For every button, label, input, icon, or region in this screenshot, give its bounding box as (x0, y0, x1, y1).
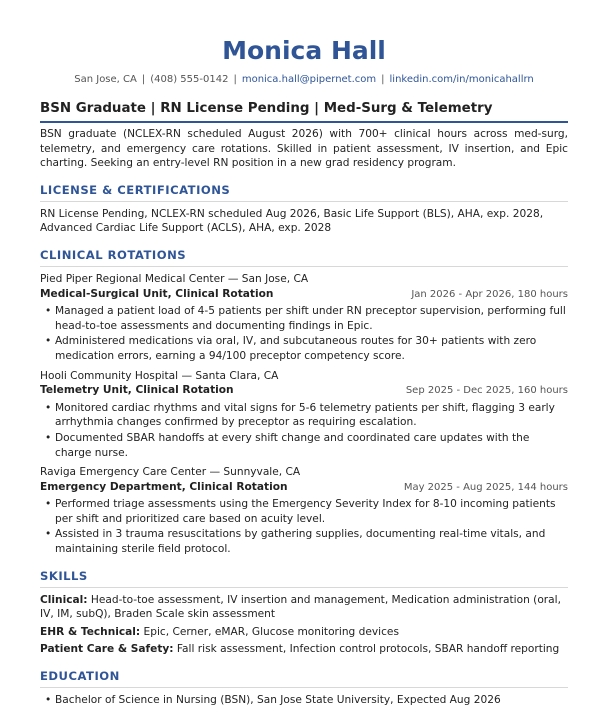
separator: | (381, 74, 385, 85)
rotation-role-line (40, 287, 568, 303)
bullet-item: • Performed triage assessments using the Emergency Severity Index for 8-10 incoming patients per shift and prioritized care based on acuity level. (55, 497, 568, 526)
contact-line (40, 73, 568, 87)
rotation-entry (40, 272, 568, 364)
rotation-dates: Jan 2026 - Apr 2026, 180 hours (411, 288, 568, 300)
rotation-bullets (40, 304, 568, 363)
skill-label: Patient Care & Safety: (40, 643, 174, 656)
skill-line (40, 625, 568, 640)
section-title-skills: SKILLS (40, 569, 568, 588)
separator: | (233, 74, 237, 85)
education-list (40, 693, 568, 708)
rotation-entry (40, 369, 568, 461)
section-title-rotations: CLINICAL ROTATIONS (40, 248, 568, 267)
skill-label: Clinical: (40, 593, 88, 606)
headline: BSN Graduate | RN License Pending | Med-Surg & Telemetry (40, 100, 568, 123)
rotation-dates: May 2025 - Aug 2025, 144 hours (403, 481, 568, 493)
rotation-bullets (40, 497, 568, 556)
rotation-role: Medical-Surgical Unit, Clinical Rotation (40, 287, 274, 300)
education-item: • Bachelor of Science in Nursing (BSN), San Jose State University, Expected Aug 2026 (55, 693, 568, 708)
rotation-role: Emergency Department, Clinical Rotation (40, 480, 288, 493)
rotation-entry (40, 465, 568, 557)
phone: (408) 555-0142 (150, 74, 229, 85)
bullet-item: • Assisted in 3 trauma resuscitations by gathering supplies, documenting real-time vitals, and maintaining sterile field protocol. (55, 527, 568, 556)
linkedin-link[interactable]: linkedin.com/in/monicahallrn (389, 74, 534, 85)
skill-line (40, 593, 568, 622)
skill-label: EHR & Technical: (40, 625, 141, 638)
licenses-text: RN License Pending, NCLEX-RN scheduled Aug 2026, Basic Life Support (BLS), AHA, exp. 2028, Advanced Cardiac Life Support (ACLS), AHA, exp. 2028 (40, 207, 544, 235)
bullet-item: • Administered medications via oral, IV, and subcutaneous routes for 30+ patients with zero medication errors, earning a 94/100 preceptor competency score. (55, 334, 568, 363)
summary: BSN graduate (NCLEX-RN scheduled August 2026) with 700+ clinical hours across med-surg, telemetry, and emergency care rotations. Skilled in patient assessment, IV insertion, and Epic charting. Seeking an entry-level RN position in a new grad residency program. (40, 128, 568, 170)
rotation-org: Hooli Community Hospital — Santa Clara, CA (40, 369, 279, 382)
skill-text: Head-to-toe assessment, IV insertion and management, Medication administration (oral, IV, IM, subQ), Braden Scale skin assessment (40, 593, 561, 621)
bullet-item: • Monitored cardiac rhythms and vital signs for 5-6 telemetry patients per shift, flagging 3 early arrhythmia changes confirmed by preceptor as requiring escalation. (55, 401, 568, 430)
bullet-item: • Documented SBAR handoffs at every shift change and coordinated care updates with the charge nurse. (55, 431, 568, 460)
section-title-licenses: LICENSE & CERTIFICATIONS (40, 183, 568, 202)
rotation-dates: Sep 2025 - Dec 2025, 160 hours (405, 385, 568, 397)
section-title-education: EDUCATION (40, 669, 568, 688)
location: San Jose, CA (74, 74, 137, 85)
rotation-org: Raviga Emergency Care Center — Sunnyvale, CA (40, 466, 301, 479)
separator: | (141, 74, 146, 85)
bullet-item: • Managed a patient load of 4-5 patients per shift under RN preceptor supervision, performing full head-to-toe assessments and documenting findings in Epic. (55, 304, 568, 333)
email-link[interactable]: monica.hall@pipernet.com (241, 74, 377, 85)
rotation-bullets (40, 401, 568, 460)
rotation-role-line (40, 383, 568, 399)
rotation-role: Telemetry Unit, Clinical Rotation (40, 384, 234, 397)
candidate-name: Monica Hall (222, 36, 386, 65)
skill-text: Epic, Cerner, eMAR, Glucose monitoring devices (143, 625, 399, 638)
skill-line (40, 642, 568, 657)
skill-text: Fall risk assessment, Infection control protocols, SBAR handoff reporting (176, 643, 560, 656)
rotation-org: Pied Piper Regional Medical Center — San Jose, CA (40, 272, 309, 285)
rotation-role-line (40, 480, 568, 496)
